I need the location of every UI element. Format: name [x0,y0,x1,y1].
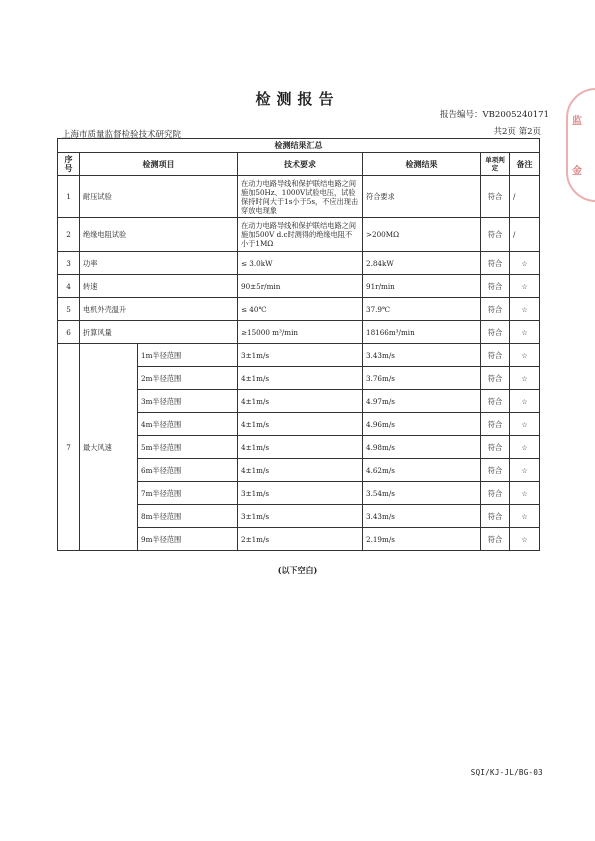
row-verdict: 符合 [481,344,510,367]
row-result: 2.84kW [363,252,481,275]
row-result: 3.43m/s [363,505,481,528]
radius-range: 2m半径范围 [138,367,238,390]
row-item: 折算风量 [80,321,238,344]
row-requirement: 3±1m/s [238,344,363,367]
row-requirement: 90±5r/min [238,275,363,298]
row-requirement: 在动力电路导线和保护联结电路之间施加50Hz、1000V试验电压，试验保持时间大于1s小于5s，不应出现击穿放电现象 [238,176,363,218]
row-result: 18166m³/min [363,321,481,344]
row-remark: ☆ [510,275,540,298]
table-row [58,252,540,275]
row-verdict: 符合 [481,528,510,551]
row-result: 3.43m/s [363,344,481,367]
row-requirement: 4±1m/s [238,390,363,413]
radius-range: 1m半径范围 [138,344,238,367]
row-requirement: 3±1m/s [238,505,363,528]
institute-name: 上海市质量监督检验技术研究院 [62,130,182,140]
row-result: 3.76m/s [363,367,481,390]
official-seal [566,88,595,202]
row-result: 符合要求 [363,176,481,218]
row-requirement: 4±1m/s [238,367,363,390]
row-verdict: 符合 [481,275,510,298]
report-title: 检测报告 [255,90,340,108]
results-table [57,138,540,551]
table-row [58,218,540,252]
row-remark: ☆ [510,390,540,413]
row-item: 耐压试验 [80,176,238,218]
header-verdict: 单项判定 [481,153,510,176]
row-remark: ☆ [510,252,540,275]
row-verdict: 符合 [481,176,510,218]
header-requirement: 技术要求 [238,153,363,176]
row-requirement: 4±1m/s [238,459,363,482]
row-requirement: ≤ 3.0kW [238,252,363,275]
row-result: 4.96m/s [363,413,481,436]
form-code: SQI/KJ-JL/BG-03 [470,768,543,777]
row-verdict: 符合 [481,252,510,275]
report-number: 报告编号：VB2005240171 [440,110,549,120]
row-remark: ☆ [510,367,540,390]
row-no: 2 [58,218,80,252]
radius-range: 8m半径范围 [138,505,238,528]
row-item: 最大风速 [80,344,138,551]
row-requirement: 4±1m/s [238,413,363,436]
row-no: 6 [58,321,80,344]
seal-char-1: 监 [572,116,582,127]
header-no: 序号 [58,153,80,176]
row-verdict: 符合 [481,321,510,344]
row-requirement: 4±1m/s [238,436,363,459]
row-result: 4.97m/s [363,390,481,413]
row-requirement: ≥15000 m³/min [238,321,363,344]
row-result: 3.54m/s [363,482,481,505]
row-remark: ☆ [510,459,540,482]
row-remark: ☆ [510,528,540,551]
row-verdict: 符合 [481,367,510,390]
table-row [58,176,540,218]
row-verdict: 符合 [481,459,510,482]
radius-range: 3m半径范围 [138,390,238,413]
row-remark: ☆ [510,482,540,505]
row-result: >200MΩ [363,218,481,252]
row-remark: ☆ [510,298,540,321]
row-result: 4.62m/s [363,459,481,482]
row-remark: ☆ [510,413,540,436]
table-row [58,275,540,298]
radius-range: 9m半径范围 [138,528,238,551]
row-requirement: 在动力电路导线和保护联结电路之间施加500V d.c时测得的绝缘电阻不小于1MΩ [238,218,363,252]
row-verdict: 符合 [481,482,510,505]
radius-range: 4m半径范围 [138,413,238,436]
row-result: 2.19m/s [363,528,481,551]
table-row [58,321,540,344]
row-no: 4 [58,275,80,298]
radius-range: 5m半径范围 [138,436,238,459]
header-result: 检测结果 [363,153,481,176]
row-verdict: 符合 [481,390,510,413]
row-result: 4.98m/s [363,436,481,459]
row-remark: / [510,176,540,218]
radius-range: 6m半径范围 [138,459,238,482]
row-requirement: ≤ 40℃ [238,298,363,321]
row-no: 1 [58,176,80,218]
row-remark: ☆ [510,505,540,528]
header-remark: 备注 [510,153,540,176]
row-result: 37.9℃ [363,298,481,321]
radius-range: 7m半径范围 [138,482,238,505]
summary-title: 检测结果汇总 [58,139,540,153]
row-requirement: 2±1m/s [238,528,363,551]
row-verdict: 符合 [481,218,510,252]
row-result: 91r/min [363,275,481,298]
row-remark: / [510,218,540,252]
table-row [58,298,540,321]
header-item: 检测项目 [80,153,238,176]
row-item: 功率 [80,252,238,275]
row-item: 转速 [80,275,238,298]
row-no: 3 [58,252,80,275]
row-requirement: 3±1m/s [238,482,363,505]
row-remark: ☆ [510,321,540,344]
row-remark: ☆ [510,436,540,459]
seal-char-2: 金 [572,166,582,177]
row-verdict: 符合 [481,436,510,459]
page-info: 共2页 第2页 [493,127,541,137]
row-verdict: 符合 [481,505,510,528]
row-verdict: 符合 [481,413,510,436]
end-of-report-note: (以下空白) [277,565,318,575]
row-verdict: 符合 [481,298,510,321]
row-item: 绝缘电阻试验 [80,218,238,252]
table-row [58,344,540,367]
row-no: 5 [58,298,80,321]
row-remark: ☆ [510,344,540,367]
row-no: 7 [58,344,80,551]
row-item: 电机外壳温升 [80,298,238,321]
